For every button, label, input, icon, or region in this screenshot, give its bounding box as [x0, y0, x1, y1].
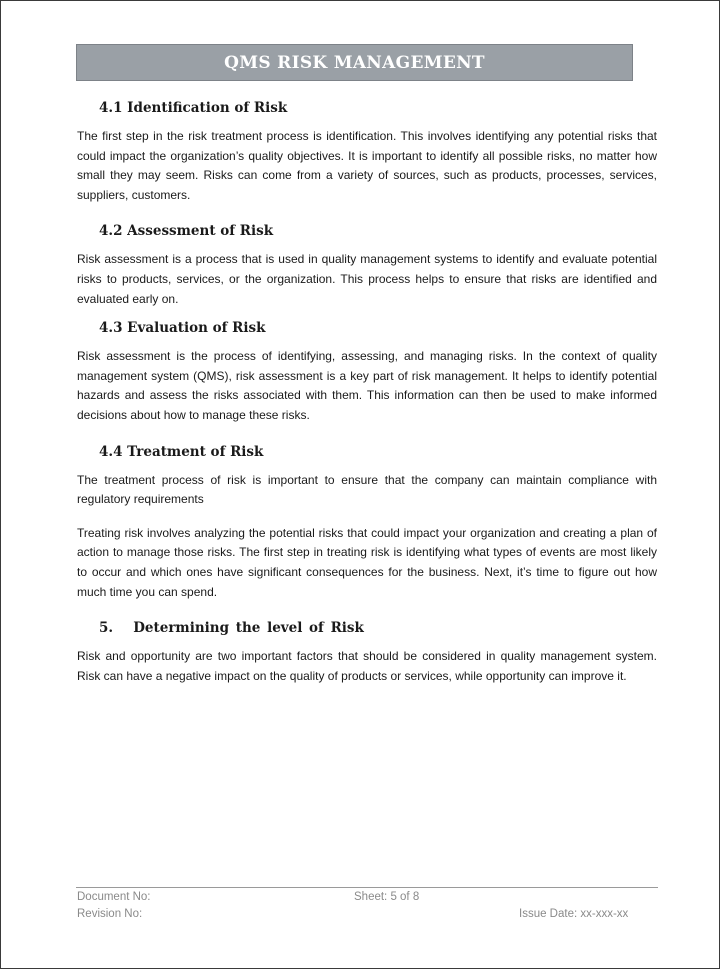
- section-heading-risk-level: 5. Determining the level of Risk: [99, 620, 364, 637]
- footer-divider: [76, 887, 658, 888]
- section-heading-evaluation: 4.3 Evaluation of Risk: [99, 320, 266, 337]
- section-heading-treatment: 4.4 Treatment of Risk: [99, 443, 264, 460]
- footer-sheet: Sheet: 5 of 8: [354, 891, 420, 903]
- title-banner: [76, 44, 633, 81]
- footer-document-no: Document No:: [77, 891, 151, 903]
- footer-issue-date: Issue Date: xx-xxx-xx: [519, 908, 629, 920]
- section-paragraph: Treating risk involves analyzing the potential risks that could impact your organization and creating a plan of action to manage those risks. The first step in treating risk is identifying what types of events are most likely to occur and which ones have significant consequences for the business. Next, it’s time to figure out how much time you can spend.: [77, 525, 657, 599]
- section-paragraph: Risk and opportunity are two important factors that should be considered in quality management system. Risk can have a negative impact on the quality of products or services, while opportunity can improve it.: [77, 649, 657, 683]
- section-paragraph: The first step in the risk treatment process is identification. This involves identifying any potential risks that could impact the organization’s quality objectives. It is important to identify all possible risks, no matter how small they may seem. Risks can come from a variety of sources, such as products, processes, services, suppliers, customers.: [77, 129, 657, 202]
- section-paragraph: Risk assessment is a process that is used in quality management systems to identify and evaluate potential risks to products, services, or the organization. This process helps to ensure that risks are identified and evaluated early on.: [77, 252, 657, 306]
- section-paragraph: The treatment process of risk is important to ensure that the company can maintain compliance with regulatory requirements: [77, 472, 657, 507]
- section-heading-identification: 4.1 Identification of Risk: [99, 100, 288, 116]
- section-paragraph: Risk assessment is the process of identifying, assessing, and managing risks. In the context of quality management system (QMS), risk assessment is a key part of risk management. It helps to identify potential hazards and assess the risks associated with them. This information can then be used to make informed decisions about how to manage these risks.: [77, 349, 657, 422]
- footer-revision-no: Revision No:: [77, 908, 143, 920]
- page-title: QMS RISK MANAGEMENT: [224, 52, 485, 73]
- document-body: [77, 93, 657, 686]
- section-heading-assessment: 4.2 Assessment of Risk: [99, 223, 274, 240]
